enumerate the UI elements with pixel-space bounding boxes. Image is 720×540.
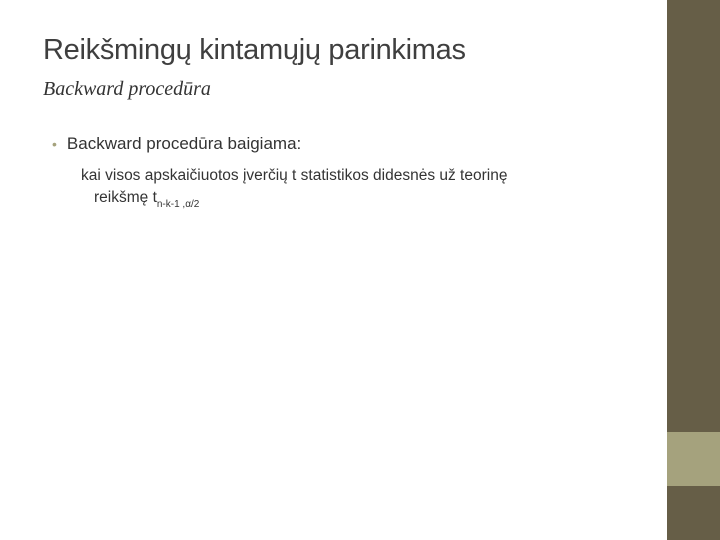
slide-title: Reikšmingų kintamųjų parinkimas (43, 34, 466, 66)
bullet-item (52, 134, 301, 154)
sidebar-decoration-top (667, 0, 720, 432)
detail-line-2 (81, 187, 641, 216)
slide-subtitle: Backward procedūra (43, 78, 211, 100)
bullet-detail (81, 165, 641, 216)
bullet-marker: • (52, 136, 57, 152)
t-subscript: n-k-1 ,α/2 (156, 199, 200, 210)
bullet-text: Backward procedūra baigiama: (66, 134, 302, 153)
detail-line-2-text: reikšmę t (94, 189, 157, 206)
sidebar-decoration-bottom (667, 486, 720, 540)
sidebar-decoration-accent (667, 432, 720, 486)
detail-line-1: kai visos apskaičiuotos įverčių t statistikos didesnės už teorinę (81, 167, 508, 184)
